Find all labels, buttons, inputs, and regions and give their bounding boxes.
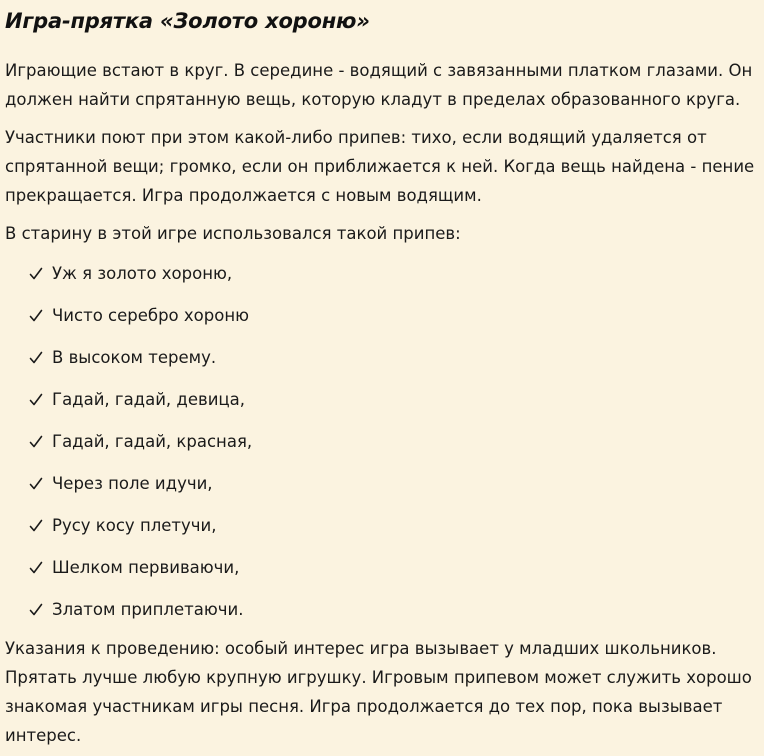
- list-item: [29, 259, 760, 288]
- checkmark-icon: [29, 435, 43, 449]
- chorus-line: Русу косу плетучи,: [52, 516, 217, 535]
- list-item: [29, 511, 760, 540]
- list-item: [29, 385, 760, 414]
- chorus-line: В высоком терему.: [52, 348, 217, 367]
- chorus-line: Через поле идучи,: [52, 474, 213, 493]
- checkmark-icon: [29, 393, 43, 407]
- intro-paragraph: Играющие встают в круг. В середине - водящий с завязанными платком глазами. Он должен найти спрятанную вещь, которую кладут в пределах образованного круга.: [5, 61, 753, 109]
- checkmark-icon: [29, 519, 43, 533]
- lead-in-paragraph: В старину в этой игре использовался такой припев:: [5, 224, 461, 243]
- list-item: [29, 595, 760, 624]
- checkmark-icon: [29, 309, 43, 323]
- chorus-line: Гадай, гадай, девица,: [52, 390, 246, 409]
- checkmark-icon: [29, 351, 43, 365]
- list-item: [29, 427, 760, 456]
- checkmark-icon: [29, 267, 43, 281]
- chorus-line: Чисто серебро хороню: [52, 306, 250, 325]
- chorus-line: Гадай, гадай, красная,: [52, 432, 253, 451]
- chorus-line: Златом приплетаючи.: [52, 600, 244, 619]
- chorus-list: [5, 259, 760, 624]
- list-item: [29, 553, 760, 582]
- checkmark-icon: [29, 561, 43, 575]
- article-title: Игра-прятка «Золото хороню»: [5, 9, 370, 33]
- chorus-line: Уж я золото хороню,: [52, 264, 233, 283]
- list-item: [29, 469, 760, 498]
- checkmark-icon: [29, 477, 43, 491]
- list-item: [29, 301, 760, 330]
- rules-paragraph: Участники поют при этом какой-либо припев: тихо, если водящий удаляется от спрятанной вещи; громко, если он приближается к ней. Когда вещь найдена - пение прекращается. Игра продолжается с новым водящим.: [5, 128, 755, 205]
- notes-paragraph: Указания к проведению: особый интерес игра вызывает у младших школьников. Прятать лучше любую крупную игрушку. Игровым припевом может служить хорошо знакомая участникам игры песня. Игра продолжается до тех пор, пока вызывает интерес.: [5, 639, 752, 745]
- checkmark-icon: [29, 603, 43, 617]
- list-item: [29, 343, 760, 372]
- chorus-line: Шелком первиваючи,: [52, 558, 240, 577]
